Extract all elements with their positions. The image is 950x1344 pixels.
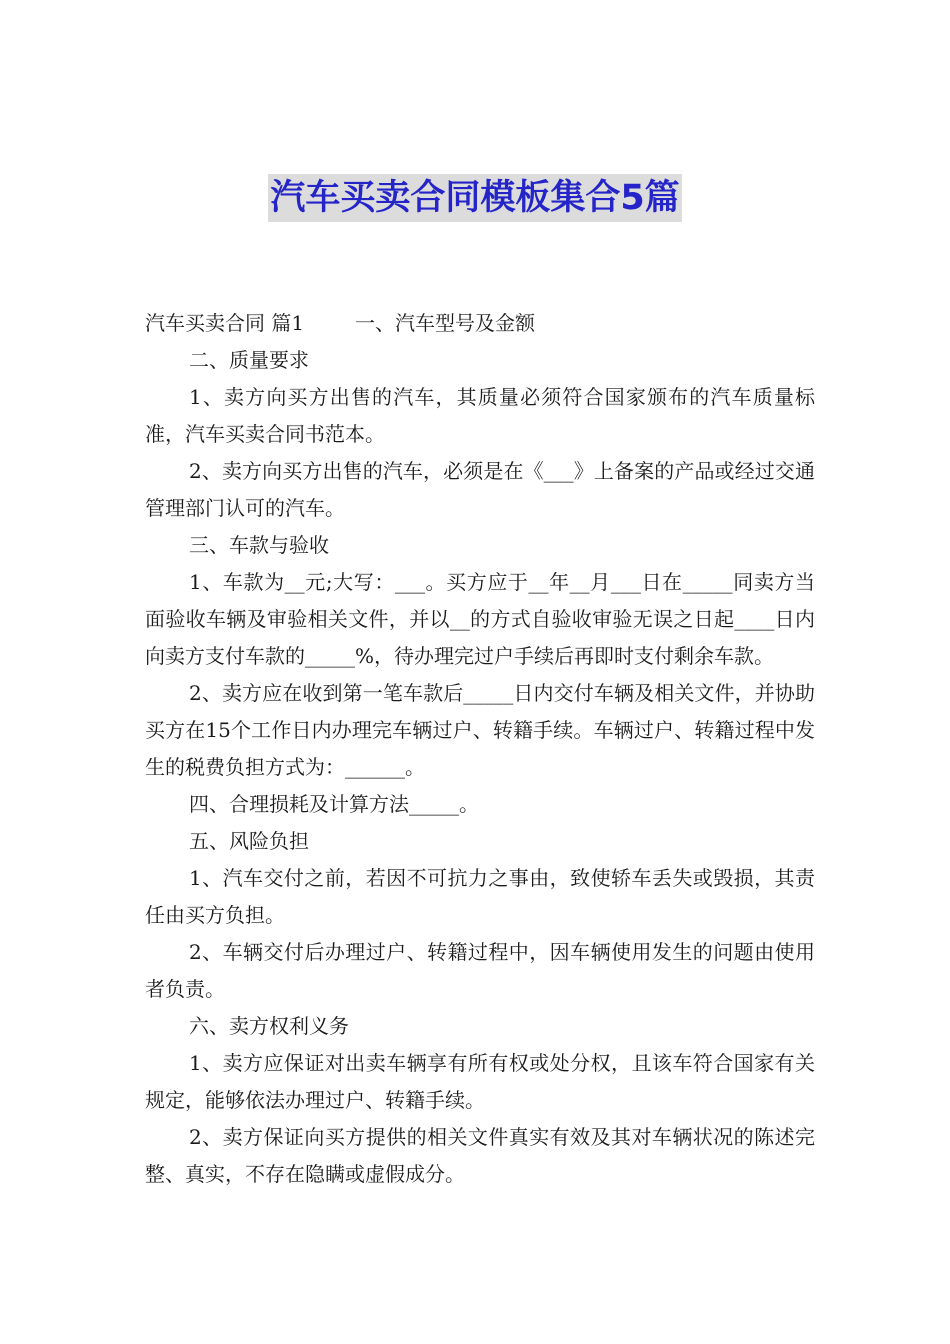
title-container	[0, 174, 950, 222]
section-heading-3: 三、车款与验收	[189, 533, 329, 557]
clause-paragraph: 1、车款为__元;大写：___。买方应于__年__月___日在_____同卖方当面验收车辆及审验相关文件，并以__的方式自验收审验无误之日起____日内向卖方支付车款的_____%，待办理完过户手续后再即时支付剩余车款。	[145, 570, 815, 668]
document-title: 汽车买卖合同模板集合5篇	[268, 174, 681, 222]
clause-paragraph: 2、车辆交付后办理过户、转籍过程中，因车辆使用发生的问题由使用者负责。	[145, 940, 815, 1001]
clause-paragraph: 2、卖方保证向买方提供的相关文件真实有效及其对车辆状况的陈述完整、真实，不存在隐瞒或虚假成分。	[145, 1125, 815, 1186]
document-body	[145, 305, 815, 1193]
clause-paragraph: 2、卖方应在收到第一笔车款后_____日内交付车辆及相关文件，并协助买方在15个工作日内办理完车辆过户、转籍手续。车辆过户、转籍过程中发生的税费负担方式为：______。	[145, 681, 815, 779]
section-heading-5: 五、风险负担	[189, 829, 309, 853]
section-heading-4: 四、合理损耗及计算方法_____。	[189, 792, 479, 816]
clause-paragraph: 1、汽车交付之前，若因不可抗力之事由，致使轿车丢失或毁损，其责任由买方负担。	[145, 866, 815, 927]
section-heading-6: 六、卖方权利义务	[189, 1014, 349, 1038]
lead-line	[145, 305, 815, 342]
section-heading-1: 一、汽车型号及金额	[354, 311, 535, 335]
clause-paragraph: 2、卖方向买方出售的汽车，必须是在《___》上备案的产品或经过交通管理部门认可的汽车。	[145, 459, 815, 520]
clause-paragraph: 1、卖方应保证对出卖车辆享有所有权或处分权，且该车符合国家有关规定，能够依法办理过户、转籍手续。	[145, 1051, 815, 1112]
clause-paragraph: 1、卖方向买方出售的汽车，其质量必须符合国家颁布的汽车质量标准，汽车买卖合同书范本。	[145, 385, 815, 446]
contract-label: 汽车买卖合同 篇1	[145, 311, 305, 335]
section-heading-2: 二、质量要求	[189, 348, 309, 372]
